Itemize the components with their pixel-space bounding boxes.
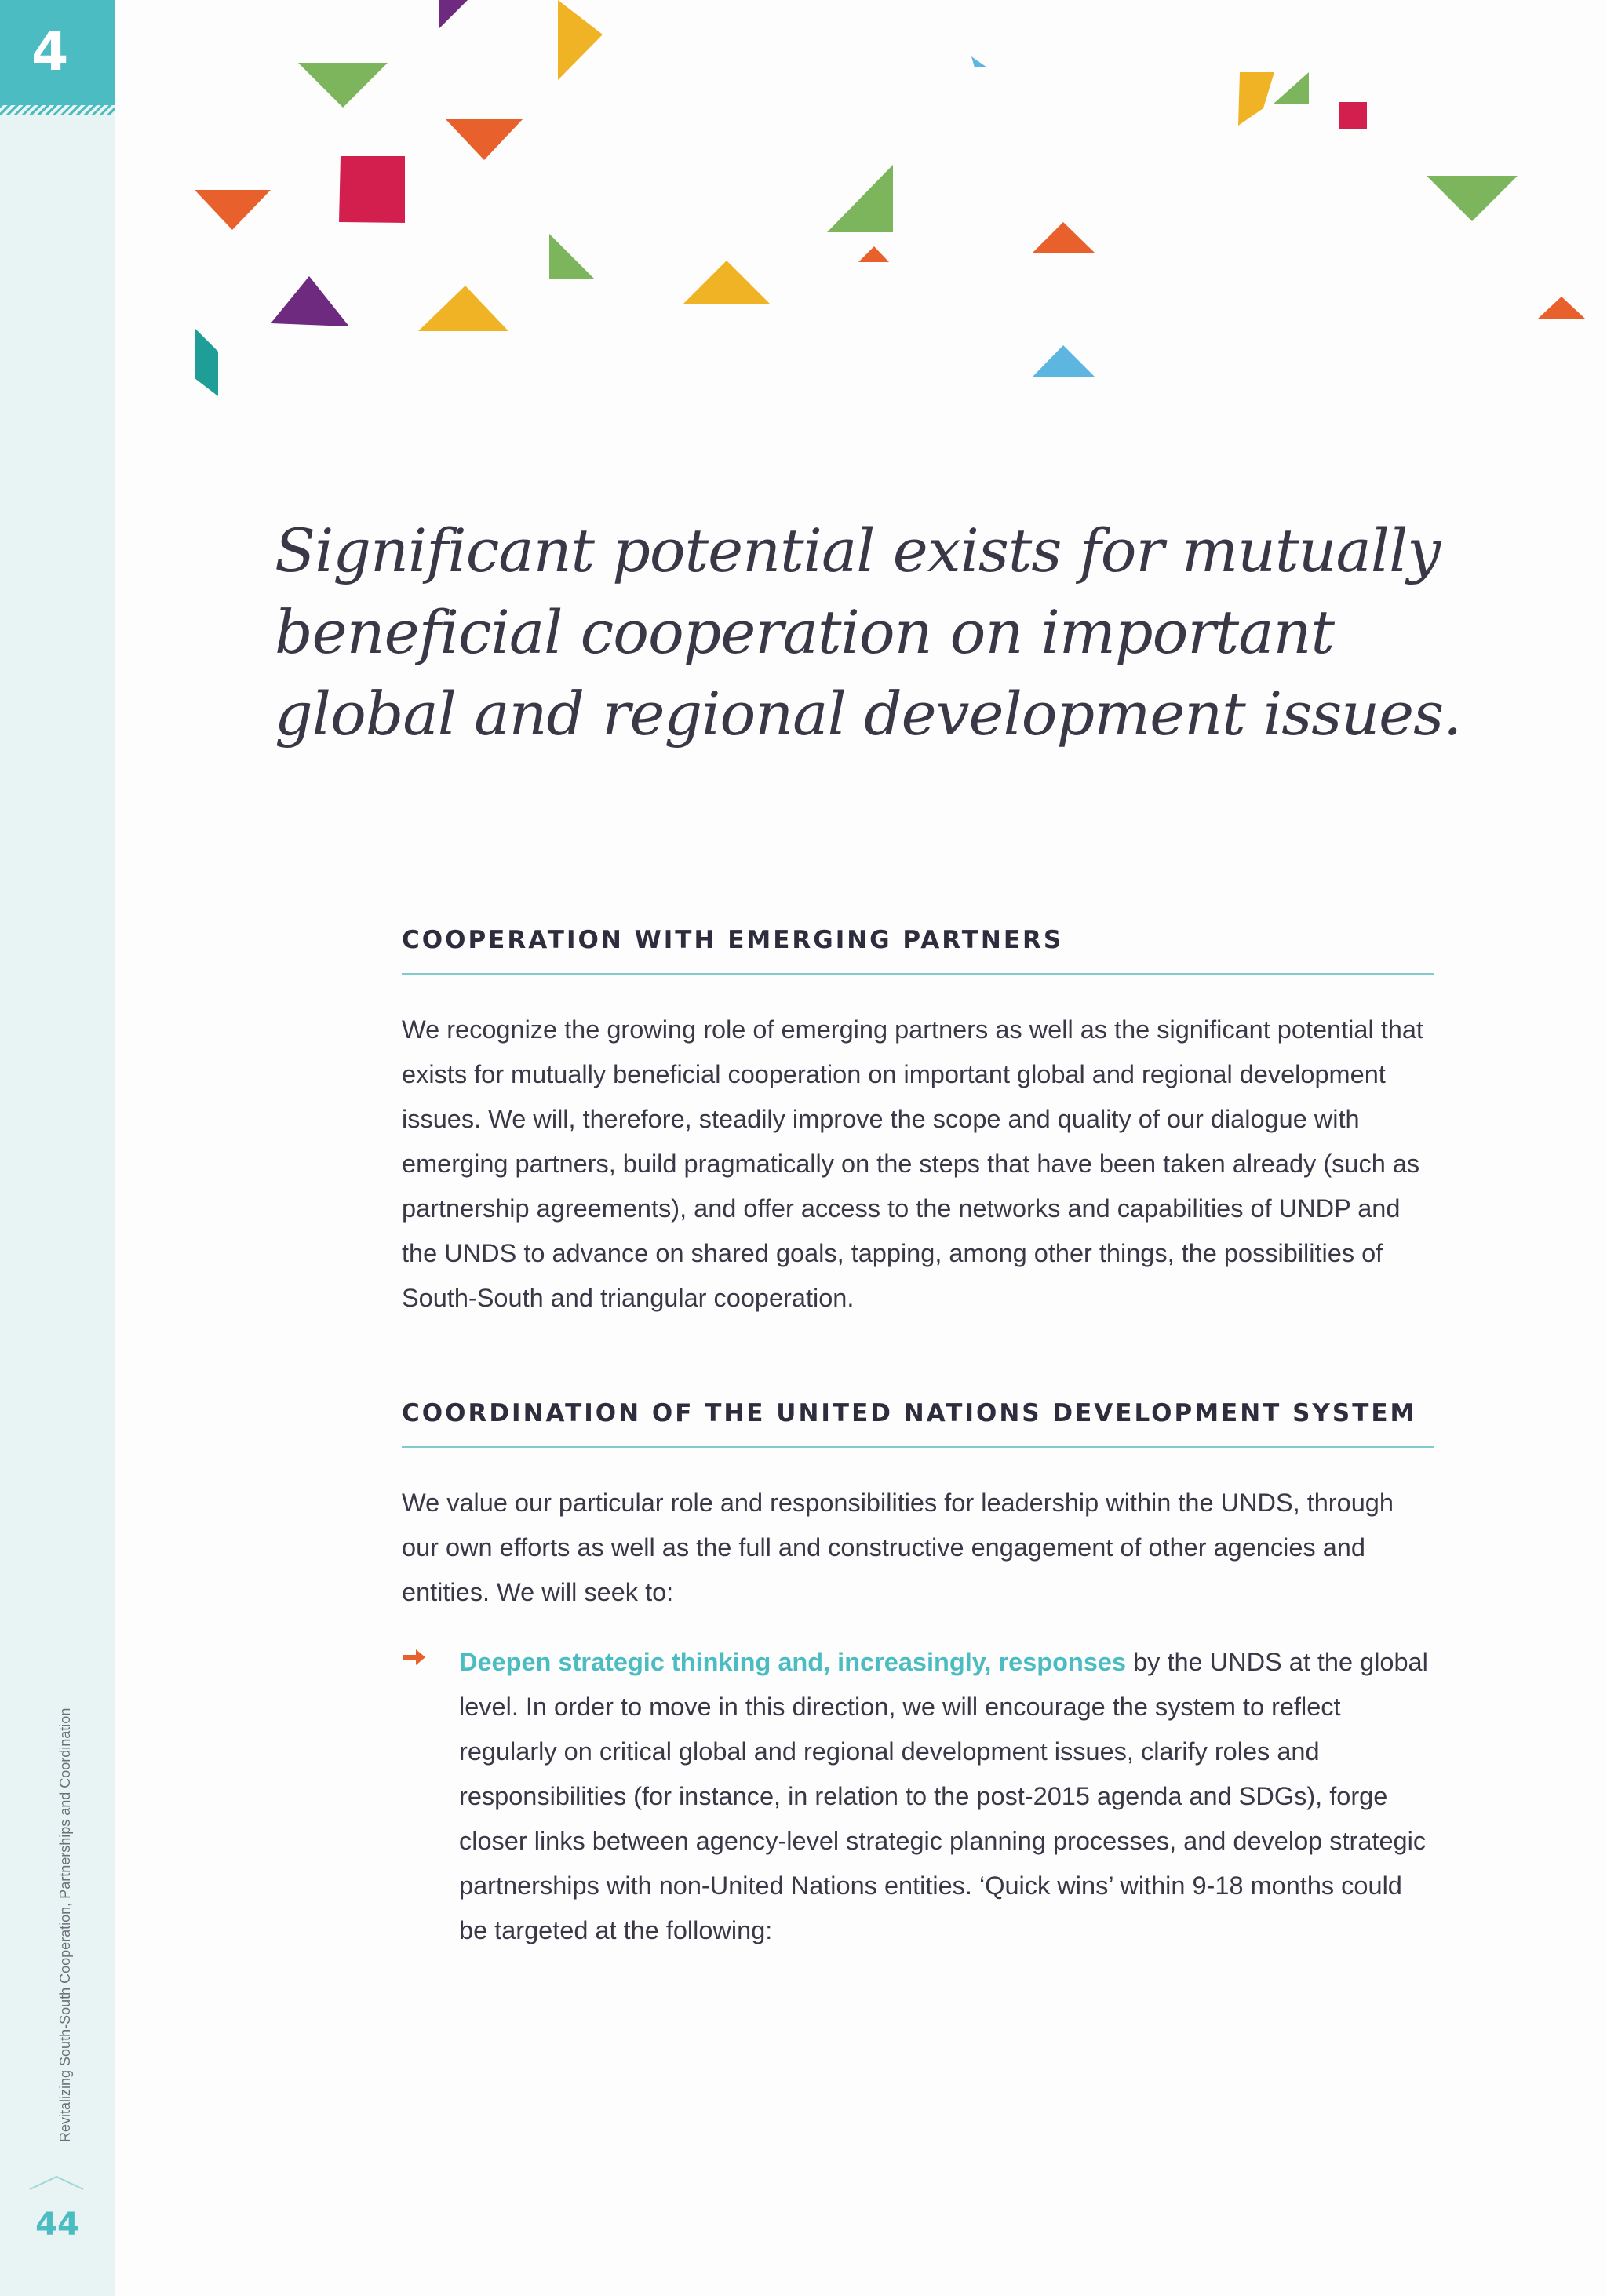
confetti-shape: [271, 276, 349, 326]
confetti-shape: [339, 156, 405, 223]
confetti-shape: [195, 190, 271, 230]
page-caret-icon: [28, 2174, 85, 2191]
confetti-shape: [858, 246, 889, 262]
section-body: We recognize the growing role of emerging partners as well as the significant potential that exists for mutually beneficial cooperation on important global and regional development issues. We will, therefore, steadily improve the scope and quality of our dialogue with emerging partners, build pragmatically on the steps that have been taken already (such as partnership agreements), and offer access to the networks and capabilities of UNDP and the UNDS to advance on shared goals, tapping, among other things, the possibilities of South-South and triangular cooperation.: [402, 1015, 1423, 1312]
confetti-shape: [1538, 297, 1585, 319]
confetti-shape: [1339, 102, 1367, 129]
page-number: 44: [35, 2207, 79, 2243]
confetti-shape: [971, 56, 987, 67]
confetti-shape: [558, 0, 603, 80]
running-title: Revitalizing South-South Cooperation, Partnerships and Coordination: [57, 1707, 73, 2142]
right-arrow-icon: [402, 1645, 427, 1670]
section-body: We value our particular role and responsibilities for leadership within the UNDS, through our own efforts as well as the full and constructive engagement of other agencies and entities. We will seek to:: [402, 1489, 1394, 1606]
confetti-shape: [446, 119, 523, 160]
confetti-shape: [549, 234, 595, 279]
confetti-shape: [683, 261, 771, 304]
confetti-shape: [298, 63, 388, 108]
section-heading: COOPERATION WITH EMERGING PARTNERS: [402, 926, 1434, 975]
confetti-shape: [439, 0, 468, 28]
section-heading: COORDINATION OF THE UNITED NATIONS DEVELOPMENT SYSTEM: [402, 1399, 1434, 1448]
bullet-body: by the UNDS at the global level. In order to move in this direction, we will encourage the system to reflect regularly on critical global and regional development issues, clarify roles and responsibilities (for instance, in relation to the post-2015 agenda and SDGs), forge closer links between agency-level strategic planning processes, and develop strategic partnerships with non-United Nations entities. ‘Quick wins’ within 9-18 months could be targeted at the following:: [459, 1648, 1428, 1944]
bullet-text: [459, 1640, 1434, 1953]
confetti-shape: [1238, 72, 1274, 126]
confetti-shape: [827, 165, 893, 232]
pull-quote: Significant potential exists for mutually beneficial cooperation on important global and regional development issues.: [275, 516, 1462, 749]
section-unds-coordination: [402, 1399, 1434, 1615]
confetti-decoration: [0, 0, 1607, 439]
section-emerging-partners: [402, 926, 1434, 1321]
confetti-shape: [1033, 222, 1095, 253]
chapter-number-tab: 4: [0, 0, 115, 105]
confetti-shape: [418, 286, 508, 331]
bullet-item: [402, 1640, 1434, 1953]
confetti-shape: [1033, 345, 1095, 377]
bullet-lead: Deepen strategic thinking and, increasingly, responses: [459, 1648, 1127, 1676]
confetti-shape: [1427, 176, 1518, 221]
confetti-shape: [195, 328, 218, 396]
confetti-shape: [1273, 72, 1309, 104]
